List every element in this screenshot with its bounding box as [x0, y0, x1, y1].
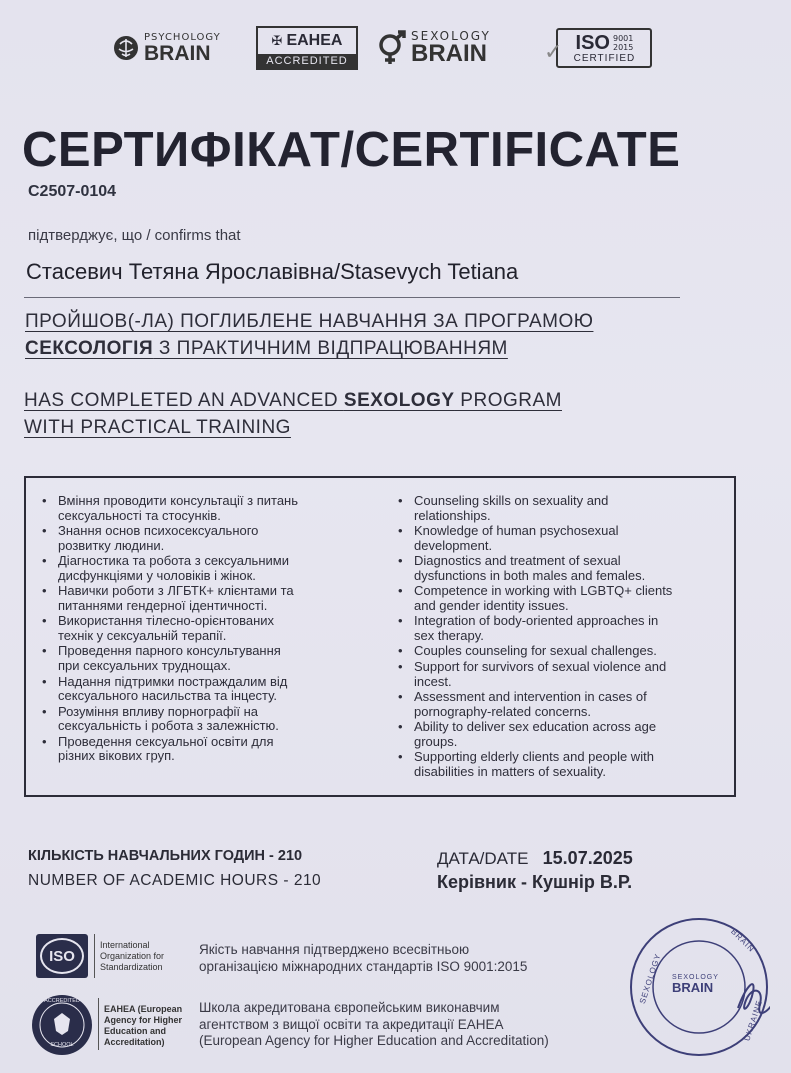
skill-item-line: • Діагностика та робота з сексуальними — [58, 553, 289, 569]
skill-item-line: • Competence in working with LGBTQ+ clients — [414, 583, 673, 599]
date-label: ДАТА/DATE — [437, 849, 529, 868]
skill-item-line: • Assessment and intervention in cases of — [414, 689, 647, 705]
date-value: 15.07.2025 — [542, 848, 633, 868]
skills-ua-column — [36, 494, 396, 765]
skill-item-line: groups. — [414, 733, 458, 749]
skill-item-line: при сексуальних труднощах. — [58, 657, 231, 673]
skill-item — [58, 494, 396, 523]
skill-item-line: • Counseling skills on sexuality and — [414, 493, 609, 508]
skill-item-line: • Ability to deliver sex education across age — [414, 719, 657, 735]
en-statement-line2: WITH PRACTICAL TRAINING — [24, 417, 291, 438]
eahea-accreditation-text — [199, 1000, 549, 1050]
director-signature-line: Керівник - Кушнір В.Р. — [437, 872, 633, 892]
brain-icon — [112, 34, 140, 62]
skill-item-line: • Diagnostics and treatment of sexual — [414, 553, 621, 569]
iso-logo-big: ISO — [575, 31, 610, 54]
iso-org-badge — [36, 934, 88, 978]
logo-small-text: PSYCHOLOGY — [144, 31, 221, 43]
skill-item — [58, 735, 396, 764]
iso-logo-bottom: CERTIFIED — [573, 52, 636, 64]
stamp-ring-top: BRAIN — [729, 926, 757, 955]
skill-item — [414, 660, 732, 689]
skill-item-line: disabilities in matters of sexuality. — [414, 763, 606, 779]
stamp-ring-left: SEXOLOGY — [637, 952, 663, 1005]
skill-item — [414, 644, 732, 659]
iso-logo-code: 9001 — [612, 33, 634, 43]
certificate-number: C2507-0104 — [28, 183, 117, 200]
skill-item-line: різних вікових груп. — [58, 748, 175, 764]
en-statement-pre: HAS COMPLETED AN ADVANCED — [24, 390, 344, 411]
skill-item-line: • Розуміння впливу порнографії на — [58, 703, 259, 719]
eahea-name-line: EAHEA (European — [104, 1004, 183, 1014]
skill-item — [414, 720, 732, 749]
skills-box — [24, 476, 736, 797]
logo-small-text: SEXOLOGY — [411, 29, 491, 43]
ua-statement-line1: ПРОЙШОВ(-ЛА) ПОГЛИБЛЕНЕ НАВЧАННЯ ЗА ПРОГРАМОЮ — [25, 311, 594, 332]
en-program-name: SEXOLOGY — [343, 390, 455, 411]
eahea-name-line: Accreditation) — [104, 1037, 165, 1047]
seal-bottom-text: SCHOOL — [50, 1042, 74, 1048]
iso-org-name — [100, 940, 164, 973]
skill-item-line: development. — [414, 537, 493, 553]
eahea-text-line: агентством з вищої освіти та акредитації EAHEA — [199, 1016, 504, 1032]
skill-item — [414, 690, 732, 719]
sexology-brain-stamp — [628, 916, 770, 1058]
eagle-icon: ✠ — [271, 33, 283, 49]
ua-statement-line2 — [25, 338, 508, 360]
logo-big-text: BRAIN — [144, 41, 211, 65]
skill-item-line: питаннями гендерної ідентичності. — [58, 597, 268, 613]
skill-item — [414, 554, 732, 583]
stamp-center-big: BRAIN — [672, 980, 714, 995]
eahea-accredited-logo — [256, 26, 358, 70]
seal-mid-text: EAHEA — [51, 1035, 73, 1041]
skill-item-line: • Вміння проводити консультації з питань — [58, 493, 298, 508]
skill-item-line: • Надання підтримки постраждалим від — [58, 673, 288, 689]
skill-item — [58, 705, 396, 734]
skill-item — [58, 554, 396, 583]
skill-item-line: сексуальності та стосунків. — [58, 507, 221, 523]
skill-item-line: сексуального насильства та інцесту. — [58, 688, 277, 704]
skills-en-list — [392, 494, 732, 779]
hours-ua: КІЛЬКІСТЬ НАВЧАЛЬНИХ ГОДИН - 210 — [28, 848, 303, 864]
skill-item-line: • Supporting elderly clients and people with — [414, 749, 654, 765]
skill-item-line: incest. — [414, 673, 452, 689]
name-underline — [24, 297, 680, 298]
skill-item — [414, 614, 732, 643]
eahea-text-line: Школа акредитована європейським виконавчим — [199, 1000, 500, 1015]
eahea-org-name — [104, 1004, 182, 1048]
skill-item-line: • Використання тілесно-орієнтованих — [58, 613, 275, 629]
iso-certified-logo — [544, 26, 652, 70]
psychology-brain-logo — [112, 26, 221, 70]
recipient-name: Стасевич Тетяна Ярославівна/Stasevych Tetiana — [26, 259, 519, 284]
skill-item-line: технік у сексуальній терапії. — [58, 627, 227, 643]
iso-divider — [94, 934, 95, 978]
eahea-logo-bottom: ACCREDITED — [258, 54, 356, 68]
skill-item — [58, 524, 396, 553]
iso-quality-text — [199, 942, 527, 975]
seal-top-text: ACCREDITED — [44, 998, 80, 1004]
skill-item — [414, 750, 732, 779]
iso-name-line: International — [100, 940, 150, 950]
skill-item — [414, 494, 732, 523]
checkmark-icon: ✓ — [544, 39, 563, 65]
skill-item-line: • Knowledge of human psychosexual — [414, 523, 619, 539]
skill-item — [414, 584, 732, 613]
iso-name-line: Organization for — [100, 951, 165, 961]
skills-en-column — [392, 494, 732, 780]
logo-big-text: BRAIN — [411, 40, 487, 67]
skill-item-line: • Support for survivors of sexual violence and — [414, 659, 667, 675]
gender-symbol-icon — [376, 30, 408, 66]
skill-item — [58, 644, 396, 673]
skill-item-line: sex therapy. — [414, 627, 484, 643]
confirms-text: підтверджує, що / confirms that — [28, 227, 241, 244]
stamp-center-small: SEXOLOGY — [672, 974, 719, 981]
skill-item-line: relationships. — [414, 507, 491, 523]
skill-item-line: • Integration of body-oriented approaches in — [414, 613, 659, 629]
skill-item-line: дисфункціями у чоловіків і жінок. — [58, 567, 256, 583]
skill-item-line: • Проведення сексуальної освіти для — [58, 733, 274, 749]
en-statement-post: PROGRAM — [454, 390, 562, 411]
skill-item-line: pornography-related concerns. — [414, 703, 592, 719]
skill-item-line: • Couples counseling for sexual challenges. — [414, 643, 657, 659]
iso-text-line: Якість навчання підтверджено всесвітньою — [199, 942, 470, 957]
eahea-seal-text — [30, 993, 94, 1057]
date-row — [437, 848, 633, 869]
skill-item-line: dysfunctions in both males and females. — [414, 567, 646, 583]
eahea-text-line: (European Agency for Higher Education and Accreditation) — [199, 1033, 549, 1048]
eahea-name-line: Agency for Higher — [104, 1015, 183, 1025]
iso-badge-text: ISO — [49, 947, 75, 965]
iso-name-line: Standardization — [100, 962, 163, 972]
skill-item-line: • Знання основ психосексуального — [58, 523, 259, 539]
skill-item — [58, 675, 396, 704]
ua-statement-line2-rest: З ПРАКТИЧНИМ ВІДПРАЦЮВАННЯМ — [153, 338, 508, 359]
iso-text-line: організацією міжнародних стандартів ISO 9001:2015 — [199, 958, 528, 974]
skill-item-line: • Проведення парного консультування — [58, 643, 281, 659]
eahea-name-line: Education and — [104, 1026, 167, 1036]
iso-logo-year: 2015 — [612, 42, 634, 52]
skill-item — [414, 524, 732, 553]
eahea-divider — [98, 998, 99, 1050]
en-statement-line1 — [24, 390, 562, 412]
ua-program-name: СЕКСОЛОГІЯ — [25, 338, 154, 359]
certificate-title: СЕРТИФІКАТ/CERTIFICATE — [22, 123, 681, 177]
skills-ua-list — [36, 494, 396, 764]
hours-en: NUMBER OF ACADEMIC HOURS - 210 — [28, 872, 322, 889]
skill-item-line: розвитку людини. — [58, 537, 165, 553]
eahea-logo-top: EAHEA — [286, 32, 343, 49]
skill-item-line: and gender identity issues. — [414, 597, 569, 613]
skill-item-line: сексуальність і робота з залежністю. — [58, 718, 279, 734]
skill-item — [58, 584, 396, 613]
skill-item — [58, 614, 396, 643]
skill-item-line: • Навички роботи з ЛГБТК+ клієнтами та — [58, 583, 294, 599]
sexology-brain-logo — [376, 26, 491, 70]
stamp-ring-right: UKRAINE — [742, 998, 765, 1043]
